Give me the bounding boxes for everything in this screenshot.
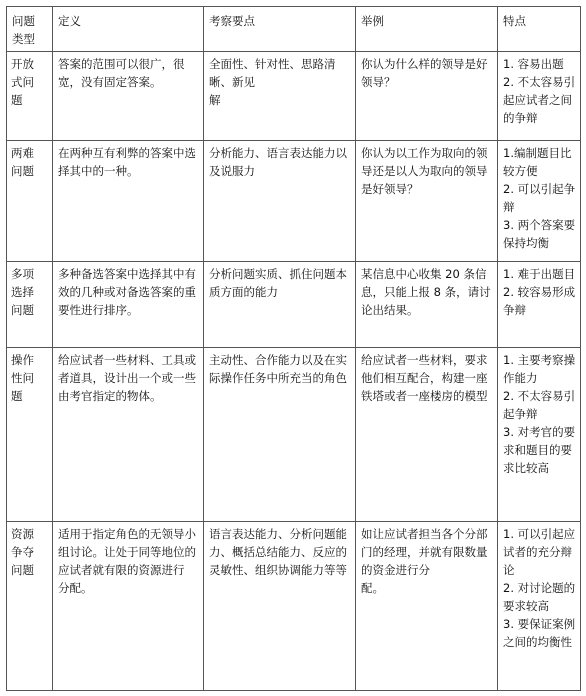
table-row	[7, 348, 581, 522]
cell-points: 分析问题实质、抓住问题本质方面的能力	[204, 262, 356, 348]
table-row	[7, 52, 581, 141]
cell-definition: 答案的范围可以很广，很宽，没有固定答案。	[53, 52, 204, 141]
cell-type: 资源 争夺 问题	[7, 522, 53, 691]
cell-definition: 适用于指定角色的无领导小组讨论。让处于同等地位的应试者就有限的资源进行 分配。	[53, 522, 204, 691]
table-header-row	[7, 7, 581, 52]
table-row	[7, 262, 581, 348]
header-key-points: 考察要点	[204, 7, 356, 52]
cell-type: 开放 式问 题	[7, 52, 53, 141]
cell-example: 你认为什么样的领导是好领导？	[356, 52, 498, 141]
question-types-table	[6, 6, 581, 691]
cell-points: 全面性、针对性、思路清晰、新见 解	[204, 52, 356, 141]
cell-example: 你认为以工作为取向的领导还是以人为取向的领导是好领导？	[356, 141, 498, 262]
cell-features: 1. 主要考察操作能力 2. 不太容易引起争辩 3. 对考官的要求和题目的要求比较高	[498, 348, 581, 522]
cell-definition: 给应试者一些材料、工具或者道具，设计出一个或一些由考官指定的物体。	[53, 348, 204, 522]
cell-points: 分析能力、语言表达能力以及说服力	[204, 141, 356, 262]
header-example: 举例	[356, 7, 498, 52]
cell-points: 语言表达能力、分析问题能力、概括总结能力、反应的灵敏性、组织协调能力等等	[204, 522, 356, 691]
cell-features: 1. 可以引起应试者的充分辩论 2. 对讨论题的要求较高 3. 要保证案例之间的均衡性	[498, 522, 581, 691]
cell-features: 1.编制题目比较方便 2. 可以引起争辩 3. 两个答案要保持均衡	[498, 141, 581, 262]
cell-features: 1. 容易出题 2. 不太容易引起应试者之间的争辩	[498, 52, 581, 141]
table-row	[7, 522, 581, 691]
cell-example: 给应试者一些材料，要求他们相互配合，构建一座铁塔或者一座楼房的模型	[356, 348, 498, 522]
header-definition: 定义	[53, 7, 204, 52]
cell-type: 多项 选择 问题	[7, 262, 53, 348]
cell-type: 操作 性问 题	[7, 348, 53, 522]
cell-example: 如让应试者担当各个分部门的经理，并就有限数量的资金进行分 配。	[356, 522, 498, 691]
cell-example: 某信息中心收集 20 条信息，只能上报 8 条，请讨论出结果。	[356, 262, 498, 348]
header-question-type: 问题 类型	[7, 7, 53, 52]
cell-features: 1. 难于出题目 2. 较容易形成争辩	[498, 262, 581, 348]
cell-type: 两难 问题	[7, 141, 53, 262]
header-features: 特点	[498, 7, 581, 52]
cell-points: 主动性、合作能力以及在实际操作任务中所充当的角色	[204, 348, 356, 522]
table-row	[7, 141, 581, 262]
cell-definition: 多种备选答案中选择其中有效的几种或对备选答案的重要性进行排序。	[53, 262, 204, 348]
cell-definition: 在两种互有利弊的答案中选择其中的一种。	[53, 141, 204, 262]
